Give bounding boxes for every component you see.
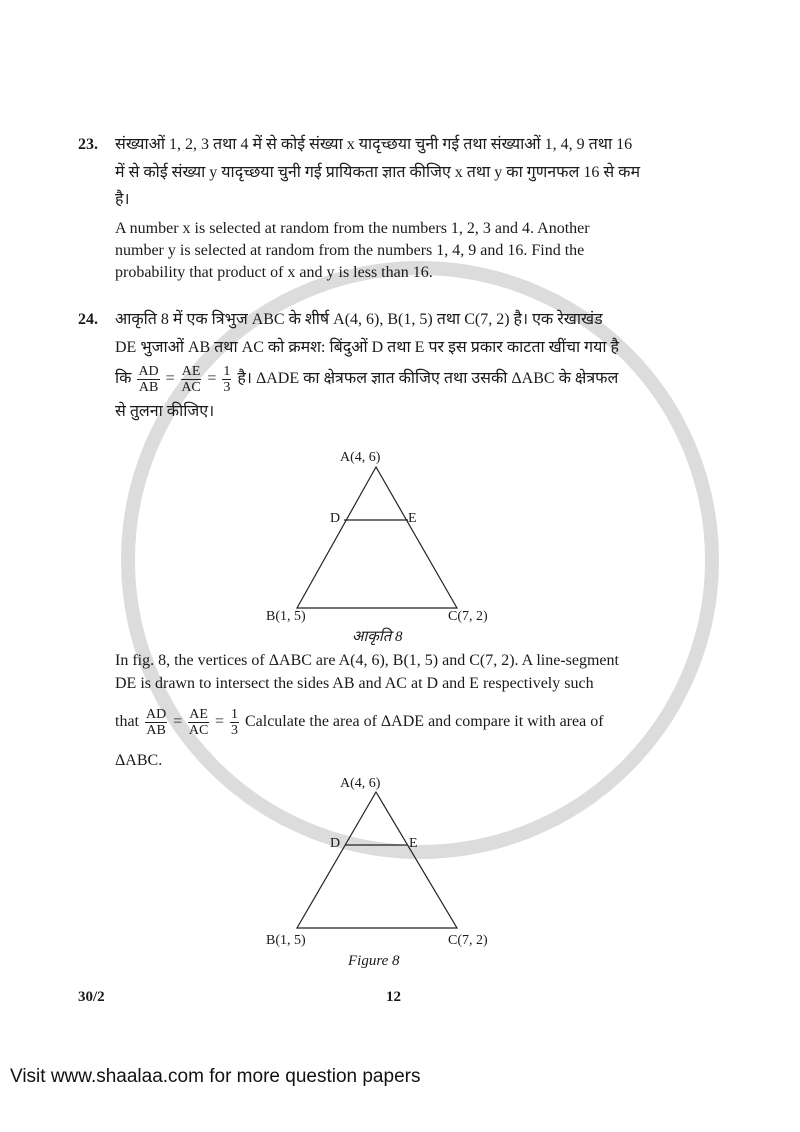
denominator: 3 [223, 380, 231, 395]
q24-english-line: DE is drawn to intersect the sides AB and AC at D and E respectively such [115, 675, 594, 692]
q24-hindi-line: आकृति 8 में एक त्रिभुज ABC के शीर्ष A(4, 6), B(1, 5) तथा C(7, 2) है। एक रेखाखंड [115, 311, 603, 328]
denominator: AB [138, 380, 159, 395]
denominator: AB [146, 723, 166, 738]
figure-caption: Figure 8 [348, 953, 400, 969]
q23-hindi-line: में से कोई संख्या y यादृच्छया चुनी गई प्रायिकता ज्ञात कीजिए x तथा y का गुणनफल 16 से कम [115, 164, 641, 181]
question-number-24: 24. [78, 311, 98, 328]
numerator: AD [138, 364, 159, 379]
point-d-label: D [330, 511, 341, 526]
triangle-abc [297, 792, 457, 928]
numerator: 1 [223, 364, 231, 379]
point-e-label: E [408, 511, 417, 526]
q24-english-line: ΔABC. [115, 752, 163, 769]
vertex-a-label: A(4, 6) [340, 450, 381, 465]
equals: = [165, 370, 175, 388]
q24-hindi-line: DE भुजाओं AB तथा AC को क्रमश: बिंदुओं D तथा E पर इस प्रकार काटता खींचा गया है [115, 339, 620, 356]
denominator: AC [181, 380, 201, 395]
numerator: AE [181, 364, 201, 379]
visit-link[interactable]: Visit www.shaalaa.com for more question papers [10, 1066, 421, 1087]
text: Calculate the area of ΔADE and compare it with area of [244, 713, 604, 731]
denominator: 3 [230, 723, 238, 738]
numerator: AD [146, 707, 167, 722]
vertex-a-label: A(4, 6) [340, 776, 381, 791]
page-number: 12 [386, 989, 401, 1005]
triangle-abc [297, 467, 457, 608]
q24-english-ratio-line [115, 707, 604, 738]
q23-english-line: A number x is selected at random from the numbers 1, 2, 3 and 4. Another [115, 220, 590, 237]
text: कि [115, 370, 132, 388]
denominator: AC [188, 723, 209, 738]
figure-caption: आकृति 8 [352, 629, 403, 645]
vertex-b-label: B(1, 5) [266, 933, 306, 948]
q23-english-line: number y is selected at random from the numbers 1, 4, 9 and 16. Find the [115, 242, 585, 259]
numerator: AE [189, 707, 208, 722]
question-number-23: 23. [78, 136, 98, 153]
q23-hindi-line: संख्याओं 1, 2, 3 तथा 4 में से कोई संख्या x यादृच्छया चुनी गई तथा संख्याओं 1, 4, 9 तथा 16 [115, 136, 633, 153]
q23-english-line: probability that product of x and y is less than 16. [115, 264, 433, 281]
point-e-label: E [409, 836, 418, 851]
fraction-ad-ab [145, 707, 167, 738]
vertex-c-label: C(7, 2) [448, 609, 488, 624]
q24-hindi-line: से तुलना कीजिए। [115, 403, 215, 420]
vertex-b-label: B(1, 5) [266, 609, 306, 624]
equals: = [173, 713, 183, 731]
text: that [115, 713, 139, 731]
point-d-label: D [330, 836, 341, 851]
fraction-one-third [230, 707, 239, 738]
numerator: 1 [230, 707, 238, 722]
q23-hindi-line: है। [115, 191, 130, 208]
equals: = [207, 370, 217, 388]
paper-code: 30/2 [78, 989, 105, 1005]
q24-english-line: In fig. 8, the vertices of ΔABC are A(4, 6), B(1, 5) and C(7, 2). A line-segment [115, 652, 619, 669]
text: है। ΔADE का क्षेत्रफल ज्ञात कीजिए तथा उसकी ΔABC के क्षेत्रफल [237, 370, 619, 388]
equals: = [214, 713, 224, 731]
vertex-c-label: C(7, 2) [448, 933, 488, 948]
fraction-ae-ac [188, 707, 209, 738]
